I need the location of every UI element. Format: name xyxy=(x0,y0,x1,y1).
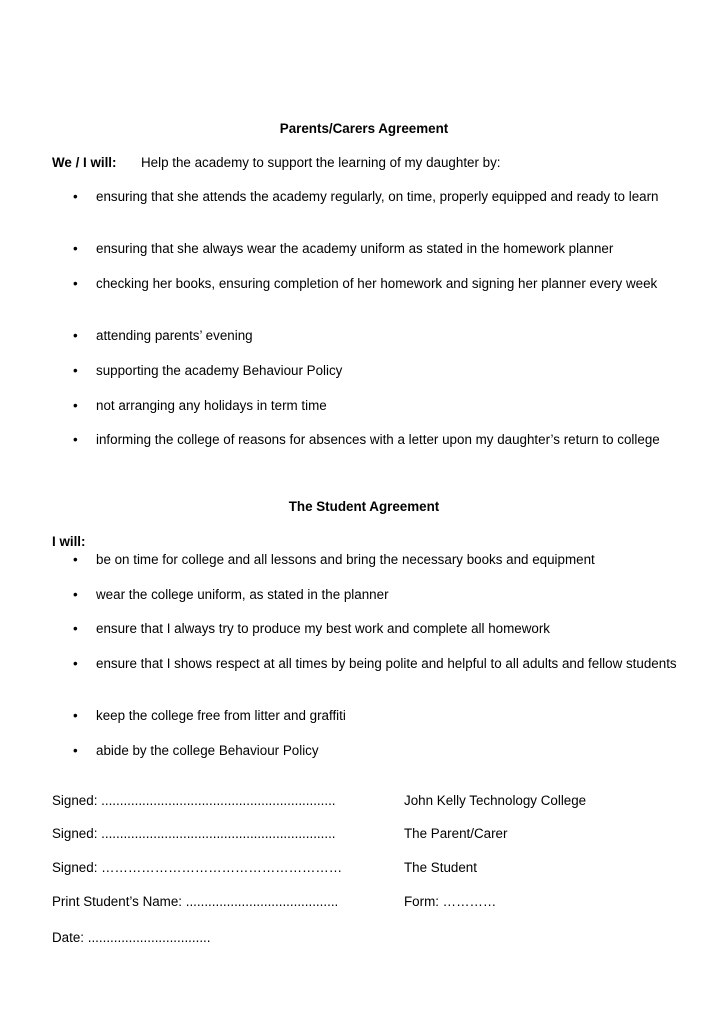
we-i-will-label: We / I will: xyxy=(52,155,117,170)
bullet-icon: • xyxy=(73,398,78,413)
bullet-icon: • xyxy=(73,189,78,204)
signature-line-student[interactable]: Signed: ……………………………………………… xyxy=(52,860,343,875)
bullet-icon: • xyxy=(73,587,78,602)
bullet-icon: • xyxy=(73,328,78,343)
signature-role-student: The Student xyxy=(404,860,477,875)
list-item-text: attending parents’ evening xyxy=(96,328,253,343)
signature-role-parent: The Parent/Carer xyxy=(404,826,508,841)
list-item-text: ensure that I always try to produce my best work and complete all homework xyxy=(96,621,551,636)
bullet-icon: • xyxy=(73,552,78,567)
list-item-text: ensuring that she always wear the academy uniform as stated in the homework planner xyxy=(96,241,614,256)
bullet-icon: • xyxy=(73,276,78,291)
bullet-icon: • xyxy=(73,743,78,758)
parents-agreement-title: Parents/Carers Agreement xyxy=(279,121,449,136)
list-item-text: be on time for college and all lessons and bring the necessary books and equipment xyxy=(96,552,595,567)
student-name-field[interactable]: Print Student’s Name: ......................................... xyxy=(52,894,339,909)
list-item-text: not arranging any holidays in term time xyxy=(96,398,327,413)
bullet-icon: • xyxy=(73,432,78,447)
signature-line-parent[interactable]: Signed: ............................................................... xyxy=(52,826,336,841)
bullet-icon: • xyxy=(73,621,78,636)
student-agreement-title: The Student Agreement xyxy=(288,499,440,514)
i-will-label: I will: xyxy=(52,534,86,549)
bullet-icon: • xyxy=(73,656,78,671)
list-item-text: ensure that I shows respect at all times by being polite and helpful to all adults and fellow students xyxy=(96,656,677,671)
date-field[interactable]: Date: ................................. xyxy=(52,930,211,945)
parents-intro: Help the academy to support the learning of my daughter by: xyxy=(141,155,501,170)
list-item-text: abide by the college Behaviour Policy xyxy=(96,743,319,758)
bullet-icon: • xyxy=(73,708,78,723)
list-item-text: checking her books, ensuring completion of her homework and signing her planner every week xyxy=(96,276,658,291)
signature-line-college[interactable]: Signed: ............................................................... xyxy=(52,793,336,808)
list-item-text: supporting the academy Behaviour Policy xyxy=(96,363,343,378)
signature-role-college: John Kelly Technology College xyxy=(404,793,587,808)
list-item-text: informing the college of reasons for absences with a letter upon my daughter’s return to college xyxy=(96,432,660,447)
list-item-text: wear the college uniform, as stated in the planner xyxy=(96,587,389,602)
list-item-text: ensuring that she attends the academy regularly, on time, properly equipped and ready to learn xyxy=(96,189,659,204)
form-field[interactable]: Form: ………… xyxy=(404,894,497,909)
list-item-text: keep the college free from litter and graffiti xyxy=(96,708,346,723)
bullet-icon: • xyxy=(73,241,78,256)
bullet-icon: • xyxy=(73,363,78,378)
